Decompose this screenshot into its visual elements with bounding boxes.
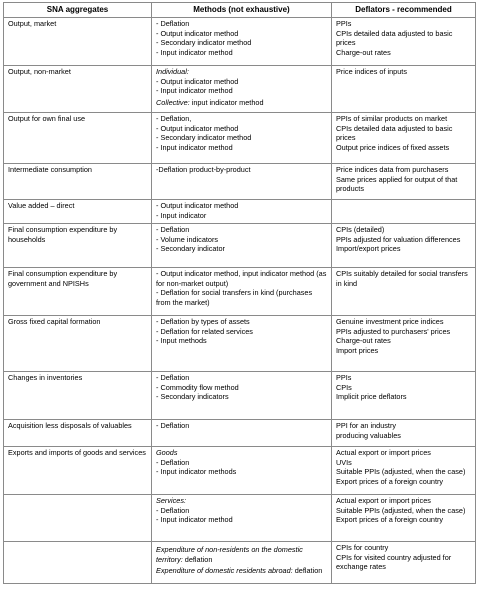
deflators-cell	[332, 224, 476, 268]
table-row	[4, 542, 476, 584]
deflator-item: CPIs for visited country adjusted for exchange rates	[336, 552, 452, 572]
aggregate-label: Exports and imports of goods and services	[8, 448, 146, 457]
method-item: - Output indicator method	[156, 28, 239, 38]
deflator-item: CPIs	[336, 382, 352, 392]
aggregate-cell	[4, 372, 152, 420]
method-item: - Volume indicators	[156, 234, 219, 244]
method-item: - Input indicator method	[156, 142, 233, 152]
deflator-item: PPI for an industry	[336, 421, 397, 430]
method-item: - Deflation	[156, 373, 190, 382]
method-item: - Output indicator method	[156, 76, 239, 86]
deflator-item: PPIs	[336, 19, 352, 28]
aggregate-cell	[4, 18, 152, 66]
method-item: - Output indicator method	[156, 123, 239, 133]
deflator-item: Output price indices of fixed assets	[336, 142, 450, 152]
aggregate-cell	[4, 420, 152, 447]
method-item: Expenditure of non-residents on the domestic territory: deflation	[156, 545, 303, 564]
aggregate-label: Final consumption expenditure by government and NPISHs	[8, 269, 118, 288]
aggregate-cell	[4, 268, 152, 316]
method-item: Services:	[156, 496, 187, 505]
aggregate-cell	[4, 224, 152, 268]
deflator-item: Export prices of a foreign country	[336, 476, 444, 486]
deflator-item: PPIs adjusted for valuation differences	[336, 234, 461, 244]
aggregate-cell	[4, 316, 152, 372]
deflator-item: Suitable PPIs (adjusted, when the case)	[336, 467, 466, 477]
aggregate-cell	[4, 495, 152, 542]
aggregate-cell	[4, 200, 152, 224]
methods-cell	[152, 447, 332, 495]
table-row	[4, 495, 476, 542]
methods-cell	[152, 372, 332, 420]
method-item: Individual:	[156, 67, 189, 76]
aggregate-label: Acquisition less disposals of valuables	[8, 421, 132, 430]
method-item: - Deflation	[156, 421, 190, 430]
methods-cell	[152, 495, 332, 542]
method-item: - Output indicator method	[156, 201, 239, 210]
column-header-methods: Methods (not exhaustive)	[152, 3, 332, 18]
method-item: - Deflation by types of assets	[156, 317, 250, 326]
methods-cell	[152, 66, 332, 113]
method-item: - Secondary indicator	[156, 244, 225, 254]
aggregate-label: Intermediate consumption	[8, 165, 92, 174]
deflator-item: Price indices data from purchasers	[336, 165, 449, 174]
deflator-item: CPIs detailed data adjusted to basic prices	[336, 123, 453, 143]
deflator-item: Export prices of a foreign country	[336, 515, 444, 525]
deflation-methods-table	[3, 2, 476, 584]
deflator-item: Suitable PPIs (adjusted, when the case)	[336, 505, 466, 515]
method-item: - Deflation	[156, 505, 190, 515]
methods-cell	[152, 200, 332, 224]
aggregate-label: Changes in inventories	[8, 373, 83, 382]
deflator-item: PPIs	[336, 373, 352, 382]
method-item: - Deflation for social transfers in kind (purchases from the market)	[156, 288, 313, 307]
method-item: - Deflation	[156, 19, 190, 28]
aggregate-label: Value added – direct	[8, 201, 75, 210]
aggregate-label: Output for own final use	[8, 114, 86, 123]
aggregate-cell	[4, 113, 152, 164]
aggregate-label: Output, non-market	[8, 67, 71, 76]
method-item: - Deflation	[156, 225, 190, 234]
method-item: - Input indicator	[156, 210, 207, 220]
method-item: - Secondary indicator method	[156, 133, 252, 143]
aggregate-label: Gross fixed capital formation	[8, 317, 101, 326]
method-item: - Output indicator method, input indicator method (as for non-market output)	[156, 269, 327, 288]
deflator-item: PPIs of similar products on market	[336, 114, 448, 123]
table-row	[4, 200, 476, 224]
deflators-cell	[332, 18, 476, 66]
method-item: Goods	[156, 448, 178, 457]
methods-cell	[152, 420, 332, 447]
method-item: Collective: input indicator method	[156, 97, 264, 107]
deflators-cell	[332, 200, 476, 224]
deflator-item: Actual export or import prices	[336, 448, 431, 457]
deflator-item: CPIs (detailed)	[336, 225, 385, 234]
deflators-cell	[332, 316, 476, 372]
methods-cell	[152, 18, 332, 66]
methods-cell	[152, 542, 332, 584]
aggregate-cell	[4, 447, 152, 495]
deflators-cell	[332, 113, 476, 164]
table-row	[4, 420, 476, 447]
aggregate-label: Final consumption expenditure by households	[8, 225, 118, 244]
deflator-item: Implicit price deflators	[336, 392, 407, 402]
aggregate-cell	[4, 164, 152, 200]
aggregate-cell	[4, 542, 152, 584]
method-item: Expenditure of domestic residents abroad: deflation	[156, 566, 323, 576]
method-item: - Input indicator method	[156, 86, 233, 96]
deflator-item: Same prices applied for output of that products	[336, 174, 458, 194]
deflators-cell	[332, 164, 476, 200]
table-row	[4, 18, 476, 66]
method-item: - Commodity flow method	[156, 382, 239, 392]
method-item: - Input methods	[156, 336, 207, 346]
aggregate-label: Output, market	[8, 19, 57, 28]
deflator-item: UVIs	[336, 457, 352, 467]
deflator-item: Charge-out rates	[336, 47, 391, 57]
table-row	[4, 164, 476, 200]
deflators-cell	[332, 447, 476, 495]
method-item: - Secondary indicator method	[156, 38, 252, 48]
deflator-item: Import/export prices	[336, 244, 401, 254]
methods-cell	[152, 164, 332, 200]
table-row	[4, 66, 476, 113]
deflators-cell	[332, 66, 476, 113]
column-header-deflators: Deflators - recommended	[332, 3, 476, 18]
methods-cell	[152, 316, 332, 372]
deflators-cell	[332, 372, 476, 420]
table-row	[4, 268, 476, 316]
deflators-cell	[332, 542, 476, 584]
deflators-cell	[332, 268, 476, 316]
method-item: - Input indicator methods	[156, 467, 237, 477]
table-body	[4, 18, 476, 584]
table-row	[4, 113, 476, 164]
deflators-cell	[332, 420, 476, 447]
table-row	[4, 316, 476, 372]
deflator-item: PPIs adjusted to purchasers' prices	[336, 326, 451, 336]
deflator-item: Genuine investment price indices	[336, 317, 444, 326]
method-item: - Input indicator method	[156, 515, 233, 525]
deflator-item: CPIs detailed data adjusted to basic prices	[336, 28, 453, 48]
table-row	[4, 224, 476, 268]
deflator-item: CPIs for country	[336, 543, 389, 552]
method-item: - Input indicator method	[156, 47, 233, 57]
methods-cell	[152, 268, 332, 316]
method-item: - Secondary indicators	[156, 392, 229, 402]
method-item: - Deflation	[156, 457, 190, 467]
method-item: -Deflation product-by-product	[156, 165, 251, 174]
column-header-aggregates: SNA aggregates	[4, 3, 152, 18]
method-item: - Deflation for related services	[156, 326, 253, 336]
methods-cell	[152, 113, 332, 164]
deflator-item: Price indices of inputs	[336, 67, 407, 76]
methods-cell	[152, 224, 332, 268]
header-row	[4, 3, 476, 18]
deflator-item: CPIs suitably detailed for social transfers in kind	[336, 269, 468, 288]
deflator-item: Actual export or import prices	[336, 496, 431, 505]
method-item: - Deflation,	[156, 114, 192, 123]
deflator-item: Import prices	[336, 345, 379, 355]
aggregate-cell	[4, 66, 152, 113]
deflator-item: producing valuables	[336, 430, 401, 440]
table-row	[4, 372, 476, 420]
table-row	[4, 447, 476, 495]
deflator-item: Charge-out rates	[336, 336, 391, 346]
deflators-cell	[332, 495, 476, 542]
